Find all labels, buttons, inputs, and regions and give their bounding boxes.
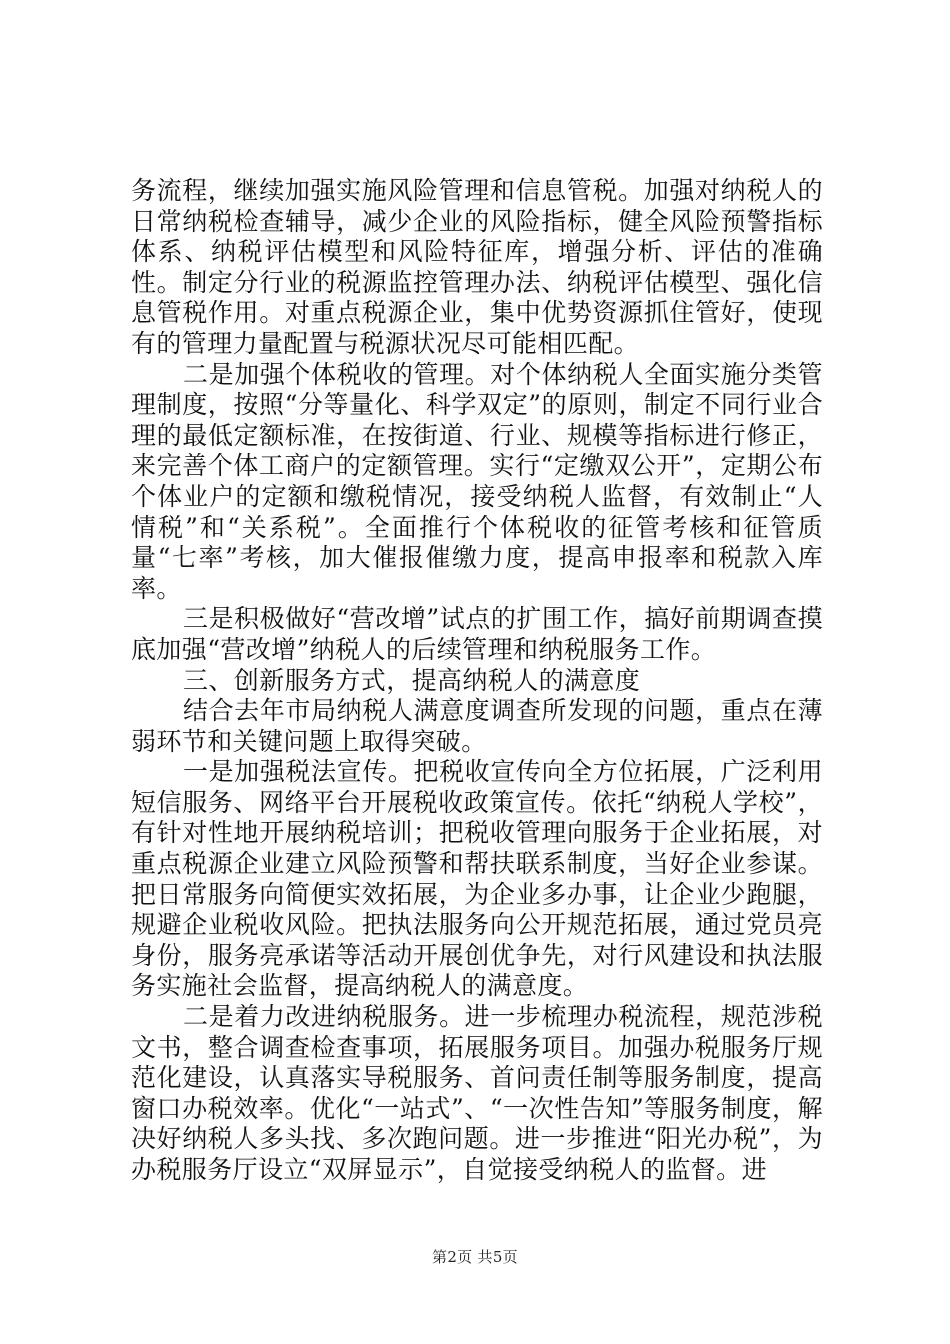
paragraph-6: 一是加强税法宣传。把税收宣传向全方位拓展，广泛利用短信服务、网络平台开展税收政策宣传。依托“纳税人学校”，有针对性地开展纳税培训；把税收管理向服务于企业拓展，对重点税源企业建立风险预警和帮扶联系制度，当好企业参谋。把日常服务向简便实效拓展，为企业多办事，让企业少跑腿，规避企业税收风险。把执法服务向公开规范拓展，通过党员亮身份，服务亮承诺等活动开展创优争先，对行风建设和执法服务实施社会监督，提高纳税人的满意度。 — [131, 757, 823, 1001]
section-heading: 三、创新服务方式，提高纳税人的满意度 — [183, 665, 641, 695]
paragraph-2: 二是加强个体税收的管理。对个体纳税人全面实施分类管理制度，按照“分等量化、科学双定”的原则，制定不同行业合理的最低定额标准，在按街道、行业、规模等指标进行修正，来完善个体工商户的定额管理。实行“定缴双公开”，定期公布个体业户的定额和缴税情况，接受纳税人监督，有效制止“人情税”和“关系税”。全面推行个体税收的征管考核和征管质量“七率”考核，加大催报催缴力度，提高申报率和税款入库率。 — [131, 359, 823, 603]
paragraph-5: 结合去年市局纳税人满意度调查所发现的问题，重点在薄弱环节和关键问题上取得突破。 — [131, 696, 823, 756]
paragraph-7: 二是着力改进纳税服务。进一步梳理办税流程，规范涉税文书，整合调查检查事项，拓展服务项目。加强办税服务厅规范化建设，认真落实导税服务、首问责任制等服务制度，提高窗口办税效率。优化“一站式”、“一次性告知”等服务制度，解决好纳税人多头找、多次跑问题。进一步推进“阳光办税”，为办税服务厅设立“双屏显示”，自觉接受纳税人的监督。进 — [131, 1002, 823, 1184]
document-body — [131, 176, 823, 1186]
paragraph-3: 三是积极做好“营改增”试点的扩围工作，搞好前期调查摸底加强“营改增”纳税人的后续管理和纳税服务工作。 — [131, 604, 823, 664]
paragraph-1: 务流程，继续加强实施风险管理和信息管税。加强对纳税人的日常纳税检查辅导，减少企业的风险指标，健全风险预警指标体系、纳税评估模型和风险特征库，增强分析、评估的准确性。制定分行业的税源监控管理办法、纳税评估模型、强化信息管税作用。对重点税源企业，集中优势资源抓住管好，使现有的管理力量配置与税源状况尽可能相匹配。 — [131, 176, 823, 358]
page-number-footer: 第2页 共5页 — [432, 1248, 518, 1266]
